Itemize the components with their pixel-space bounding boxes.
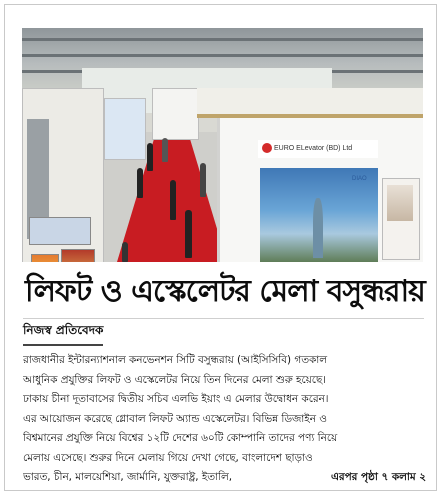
panel-brand: DIAO	[352, 176, 367, 182]
booth-roof	[197, 88, 423, 118]
booth-shelf	[29, 217, 91, 245]
booth-side-panel	[382, 178, 420, 260]
body-line: ঢাকায় চীনা দূতাবাসের দ্বিতীয় সচিব এলভি ইয়াং এ মেলার উদ্বোধন করেন।	[23, 393, 329, 405]
booth-poster	[61, 249, 95, 262]
visitor	[200, 163, 206, 197]
last-line-text: ভারত, চীন, মালয়েশিয়া, জার্মানি, যুক্তরাষ্ট্র, ইতালি,	[23, 471, 233, 483]
left-booth	[22, 88, 104, 262]
continuation-link[interactable]: এরপর পৃষ্ঠা ৭ কলাম ২	[330, 471, 426, 483]
article-body	[23, 351, 426, 488]
headline: লিফট ও এস্কেলেটর মেলা বসুন্ধরায়	[25, 274, 425, 309]
visitor	[185, 210, 192, 258]
visitor	[147, 143, 153, 171]
visitor	[137, 168, 143, 198]
divider	[23, 318, 424, 319]
visitor	[162, 138, 168, 162]
mid-booth	[152, 88, 199, 140]
body-line: আধুনিক প্রযুক্তির লিফট ও এস্কেলেটর নিয়ে তিন দিনের মেলা শুরু হয়েছে।	[23, 373, 326, 386]
body-line: মেলায় এসেছে। শুরুর দিনে মেলায় গিয়ে দেখা গেছে, বাংলাদেশ ছাড়াও	[23, 451, 313, 464]
newspaper-clipping	[4, 4, 437, 491]
booth-poster	[31, 254, 59, 262]
body-line: বিশ্বমানের প্রযুক্তি নিয়ে বিশ্বের ১২টি দেশের ৬০টি কোম্পানি তাদের পণ্য নিয়ে	[23, 432, 338, 444]
exhibition-photo	[22, 28, 423, 262]
visitor	[122, 242, 128, 262]
tower-graphic	[313, 198, 323, 258]
body-line: রাজধানীর ইন্টারন্যাশনাল কনভেনশন সিটি বসুন্ধরায় (আইসিসিবি) গতকাল	[23, 354, 328, 366]
euro-logo-icon	[262, 143, 272, 153]
booth-sign	[258, 140, 378, 158]
body-line: এর আয়োজন করেছে গ্লোবাল লিফট অ্যান্ড এস্কেলেটর। বিভিন্ন ডিজাইন ও	[23, 412, 327, 425]
visitor	[170, 180, 176, 220]
body-last-line	[23, 468, 426, 488]
booth-sign-text: EURO ELevator (BD) Ltd	[274, 145, 353, 152]
byline: নিজস্ব প্রতিবেদক	[23, 322, 103, 346]
mid-booth	[104, 98, 146, 160]
